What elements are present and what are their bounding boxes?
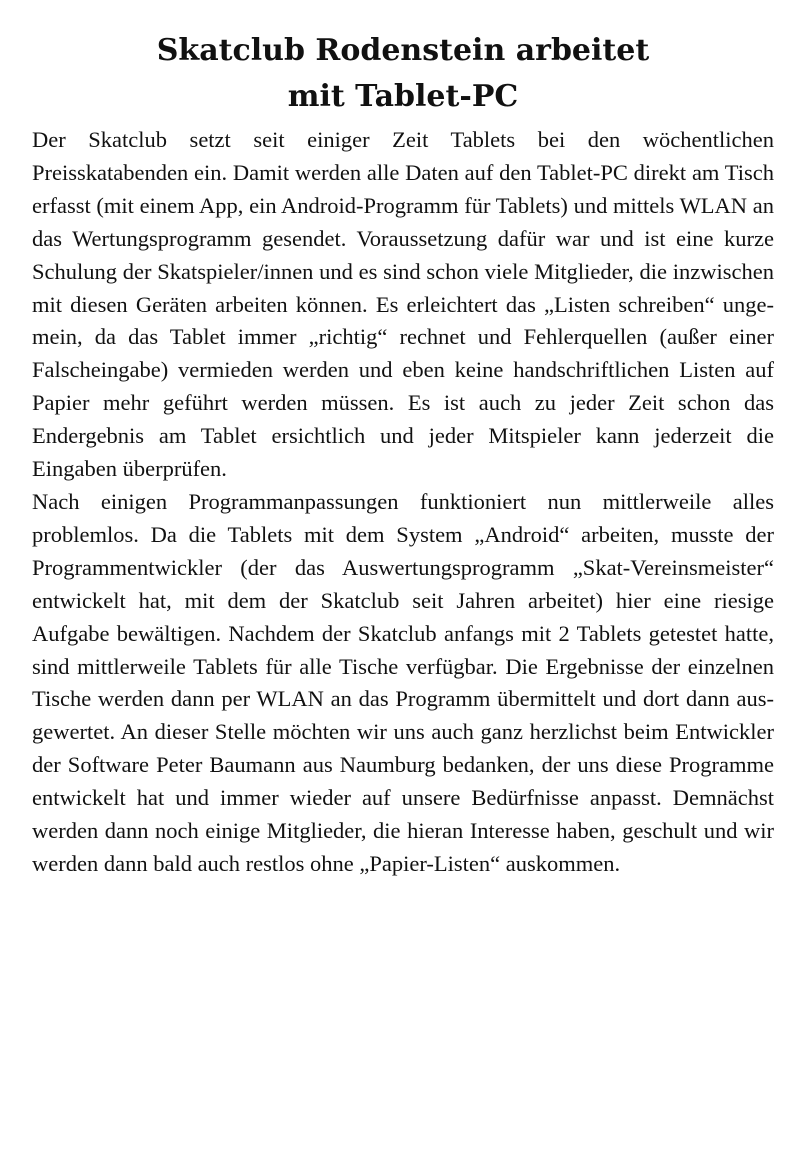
paragraph-2: Nach einigen Programmanpassungen funktioniert nun mittlerweile alles problemlos. Da die Tablets mit dem System „Android“ arbeiten, musste der Programmentwickler (der das Auswertungsprogramm „Skat-Vereinsmeister“ entwickelt hat, mit dem der Skatclub seit Jahren arbeitet) hier eine riesige Aufgabe bewältigen. Nachdem der Skatclub anfangs mit 2 Tablets getestet hatte, sind mittlerweile Tablets für alle Tische verfügbar. Die Ergebnisse der einzelnen Tische werden dann per WLAN an das Programm übermittelt und dort dann ausgewertet. An dieser Stelle möchten wir uns auch ganz herzlichst beim Entwickler der Software Peter Baumann aus Naumburg bedanken, der uns diese Programme entwickelt hat und immer wieder auf unsere Bedürfnisse anpasst. Demnächst werden dann noch einige Mitglieder, die hieran Interesse haben, geschult und wir werden dann bald auch restlos ohne „Papier-Listen“ auskommen. — [32, 488, 774, 876]
article-headline — [32, 28, 774, 120]
paragraph-1: Der Skatclub setzt seit einiger Zeit Tablets bei den wöchentlichen Preisskatabenden ein. Damit werden alle Daten auf den Tablet-PC direkt am Tisch erfasst (mit einem App, ein Android-Programm für Tablets) und mittels WLAN an das Wertungsprogramm gesendet. Voraussetzung dafür war und ist eine kurze Schulung der Skatspieler/innen und es sind schon viele Mitglieder, die inzwischen mit diesen Geräten arbeiten können. Es erleichtert das „Listen schreiben“ ungemein, da das Tablet immer „richtig“ rechnet und Fehlerquellen (außer einer Falscheingabe) vermieden werden und eben keine handschriftlichen Listen auf Papier mehr geführt werden müssen. Es ist auch zu jeder Zeit schon das Endergebnis am Tablet ersichtlich und jeder Mitspieler kann jederzeit die Eingaben überprüfen. — [32, 127, 774, 482]
article-body — [32, 124, 774, 881]
headline-line-2: mit Tablet-PC — [287, 79, 519, 114]
headline-line-1: Skatclub Rodenstein arbeitet — [156, 33, 650, 68]
article — [32, 28, 774, 881]
